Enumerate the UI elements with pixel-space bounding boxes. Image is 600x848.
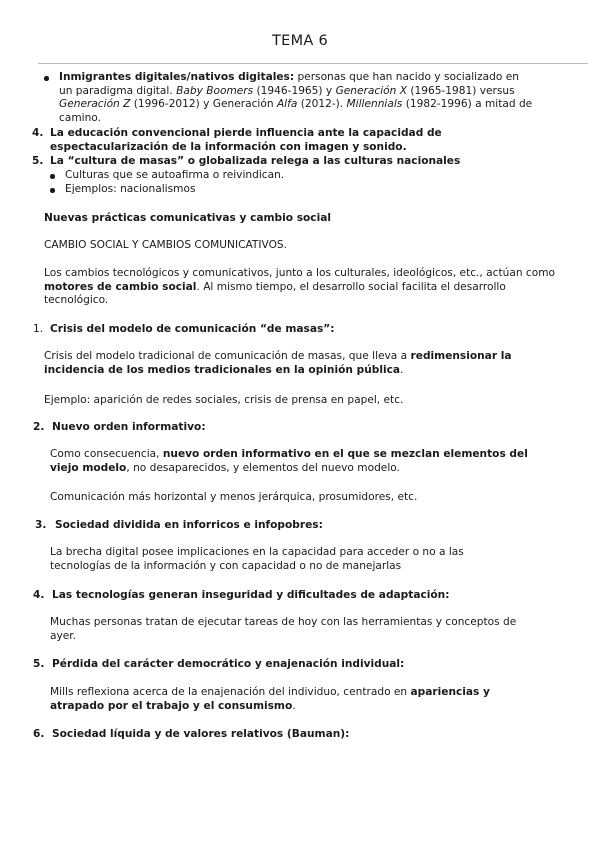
point-paragraph: Comunicación más horizontal y menos jerárquica, prosumidores, etc.: [50, 491, 418, 503]
point-title: Sociedad dividida en inforricos e infopobres:: [55, 519, 323, 531]
point-title: Las tecnologías generan inseguridad y dificultades de adaptación:: [52, 589, 450, 601]
sub-item: Ejemplos: nacionalismos: [65, 183, 196, 195]
section-heading: Nuevas prácticas comunicativas y cambio social: [44, 212, 331, 224]
point-title: Crisis del modelo de comunicación “de masas”:: [50, 323, 335, 335]
list-item-inmigrantes: Inmigrantes digitales/nativos digitales: personas que han nacido y socializado en un paradigma digital. Baby Boomers (1946-1965) y Generación X (1965-1981) versus Generación Z (1996-2012) y Generación Alfa (2012-). Millennials (1982-1996) a mitad de camino.: [59, 71, 533, 124]
bullet-icon: [50, 188, 55, 193]
point-paragraph: Muchas personas tratan de ejecutar tareas de hoy con las herramientas y conceptos de ayer.: [50, 616, 517, 642]
header-divider: [38, 63, 588, 64]
intro-paragraph: Los cambios tecnológicos y comunicativos, junto a los culturales, ideológicos, etc., actúan como motores de cambio social. Al mismo tiempo, el desarrollo social facilita el desarrollo tecnológico.: [44, 267, 556, 307]
page-title: TEMA 6: [271, 33, 329, 49]
point-number: 5.: [33, 658, 45, 670]
point-title: Nuevo orden informativo:: [52, 421, 206, 433]
point-title: Sociedad líquida y de valores relativos (Bauman):: [52, 728, 350, 740]
point-paragraph: Como consecuencia, nuevo orden informativo en el que se mezclan elementos del viejo modelo, no desaparecidos, y elementos del nuevo modelo.: [50, 448, 528, 474]
bullet-icon: [44, 76, 49, 81]
point-number: 4.: [33, 589, 45, 601]
section-subheading: CAMBIO SOCIAL Y CAMBIOS COMUNICATIVOS.: [44, 239, 288, 251]
bullet-icon: [50, 174, 55, 179]
list-item-cultura-masas: La “cultura de masas” o globalizada relega a las culturas nacionales: [50, 155, 461, 167]
point-number: 2.: [33, 421, 45, 433]
point-paragraph: Crisis del modelo tradicional de comunicación de masas, que lleva a redimensionar la incidencia de los medios tradicionales en la opinión pública.: [44, 350, 512, 376]
list-item-educacion: La educación convencional pierde influencia ante la capacidad de espectacularización de la información con imagen y sonido.: [50, 127, 442, 153]
list-number: 5.: [32, 155, 44, 167]
point-paragraph: Ejemplo: aparición de redes sociales, crisis de prensa en papel, etc.: [44, 394, 404, 406]
point-number: 3.: [35, 519, 47, 531]
point-paragraph: La brecha digital posee implicaciones en la capacidad para acceder o no a las tecnologías de la información y con capacidad o no de manejarlas: [50, 546, 464, 572]
point-number: 6.: [33, 728, 45, 740]
point-number: 1.: [33, 323, 44, 335]
list-number: 4.: [32, 127, 44, 139]
sub-item: Culturas que se autoafirma o reivindican.: [65, 169, 285, 181]
point-title: Pérdida del carácter democrático y enajenación individual:: [52, 658, 405, 670]
point-paragraph: Mills reflexiona acerca de la enajenación del individuo, centrado en apariencias y atrapado por el trabajo y el consumismo.: [50, 686, 490, 712]
